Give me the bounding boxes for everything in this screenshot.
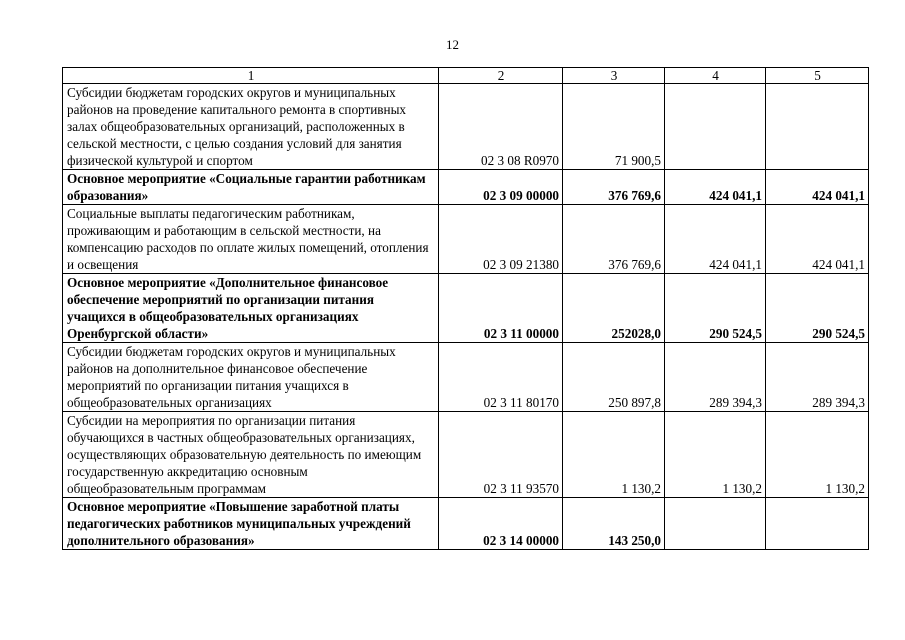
- row-code: 02 3 09 21380: [439, 205, 563, 274]
- page-number: 12: [446, 37, 459, 52]
- row-code: 02 3 11 93570: [439, 412, 563, 498]
- row-code: 02 3 08 R0970: [439, 84, 563, 170]
- table-row: [63, 412, 869, 498]
- row-name: Основное мероприятие «Социальные гарантии работникам образования»: [63, 170, 439, 205]
- row-name: Субсидии бюджетам городских округов и муниципальных районов на проведение капитального ремонта в спортивных залах общеобразовательных организаций, расположенных в сельской местности, с целью создания условий для занятия физической культурой и спортом: [63, 84, 439, 170]
- row-value-1: 252028,0: [563, 274, 665, 343]
- row-value-1: 376 769,6: [563, 205, 665, 274]
- table-row: [63, 343, 869, 412]
- row-value-2: [665, 84, 766, 170]
- row-name: Субсидии на мероприятия по организации питания обучающихся в частных общеобразовательных организациях, осуществляющих образовательную деятельность по имеющим государственную аккредитацию основным общеобразовательным программам: [63, 412, 439, 498]
- row-name: Субсидии бюджетам городских округов и муниципальных районов на дополнительное финансовое обеспечение мероприятий по организации питания учащихся в общеобразовательных организациях: [63, 343, 439, 412]
- row-code: 02 3 11 00000: [439, 274, 563, 343]
- header-col-2: 2: [439, 68, 563, 84]
- table-row: [63, 84, 869, 170]
- row-value-3: [766, 84, 869, 170]
- row-value-2: 424 041,1: [665, 170, 766, 205]
- row-value-3: 289 394,3: [766, 343, 869, 412]
- row-value-2: 1 130,2: [665, 412, 766, 498]
- header-col-5: 5: [766, 68, 869, 84]
- budget-table: [62, 67, 869, 550]
- row-name: Основное мероприятие «Повышение заработной платы педагогических работников муниципальных учреждений дополнительного образования»: [63, 498, 439, 550]
- table-row: [63, 498, 869, 550]
- row-value-3: 424 041,1: [766, 205, 869, 274]
- row-value-3: [766, 498, 869, 550]
- row-code: 02 3 14 00000: [439, 498, 563, 550]
- table-row: [63, 205, 869, 274]
- row-name: Основное мероприятие «Дополнительное финансовое обеспечение мероприятий по организации питания учащихся в общеобразовательных организациях Оренбургской области»: [63, 274, 439, 343]
- row-code: 02 3 11 80170: [439, 343, 563, 412]
- row-value-3: 1 130,2: [766, 412, 869, 498]
- row-value-2: [665, 498, 766, 550]
- row-value-1: 250 897,8: [563, 343, 665, 412]
- row-value-3: 290 524,5: [766, 274, 869, 343]
- row-code: 02 3 09 00000: [439, 170, 563, 205]
- row-name: Социальные выплаты педагогическим работникам, проживающим и работающим в сельской местности, на компенсацию расходов по оплате жилых помещений, отопления и освещения: [63, 205, 439, 274]
- row-value-1: 71 900,5: [563, 84, 665, 170]
- row-value-3: 424 041,1: [766, 170, 869, 205]
- header-col-4: 4: [665, 68, 766, 84]
- row-value-1: 1 130,2: [563, 412, 665, 498]
- row-value-1: 376 769,6: [563, 170, 665, 205]
- table-row: [63, 170, 869, 205]
- row-value-2: 290 524,5: [665, 274, 766, 343]
- header-col-3: 3: [563, 68, 665, 84]
- row-value-2: 289 394,3: [665, 343, 766, 412]
- row-value-1: 143 250,0: [563, 498, 665, 550]
- row-value-2: 424 041,1: [665, 205, 766, 274]
- header-col-1: 1: [63, 68, 439, 84]
- header-row: [63, 68, 869, 84]
- table-row: [63, 274, 869, 343]
